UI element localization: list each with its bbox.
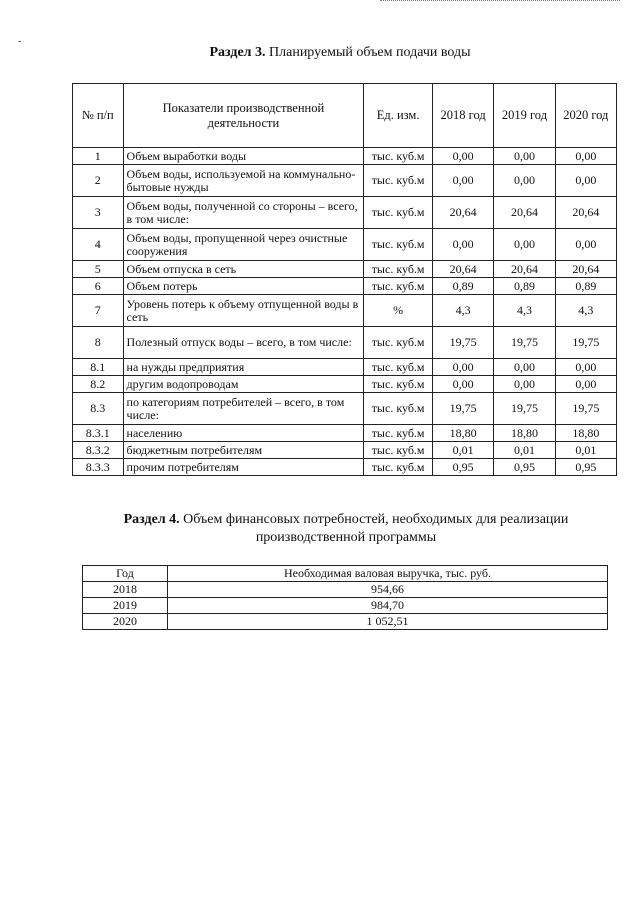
row-value-2018: 0,00: [432, 376, 493, 393]
row-number: 8.3.2: [73, 442, 124, 459]
table-header-row: [73, 84, 617, 148]
row-number: 8.3: [73, 393, 124, 425]
scan-artifact: [380, 0, 620, 4]
row-value-2019: 0,00: [494, 359, 555, 376]
row-value-2020: 20,64: [555, 261, 616, 278]
header-revenue: Необходимая валовая выручка, тыс. руб.: [168, 566, 608, 582]
row-value-2019: 19,75: [494, 393, 555, 425]
row-unit: тыс. куб.м: [364, 148, 433, 165]
row-value-2018: 0,00: [432, 229, 493, 261]
row-value-2019: 0,00: [494, 148, 555, 165]
row-indicator: Объем воды, пропущенной через очистные сооружения: [123, 229, 364, 261]
header-indicator: Показатели производственной деятельности: [123, 84, 364, 148]
row-value-2020: 18,80: [555, 425, 616, 442]
table-row: [73, 261, 617, 278]
row-indicator: Объем воды, используемой на коммунально-бытовые нужды: [123, 165, 364, 197]
row-unit: тыс. куб.м: [364, 165, 433, 197]
table-header-row: [83, 566, 608, 582]
row-value-2020: 0,00: [555, 359, 616, 376]
scan-mark: -: [18, 36, 22, 47]
table-row: [73, 393, 617, 425]
row-value-2018: 0,89: [432, 278, 493, 295]
table-row: [73, 148, 617, 165]
row-number: 5: [73, 261, 124, 278]
row-indicator: прочим потребителям: [123, 459, 364, 476]
row-value-2020: 0,00: [555, 229, 616, 261]
row-value-2018: 0,01: [432, 442, 493, 459]
row-value-2018: 0,00: [432, 148, 493, 165]
row-value-2018: 19,75: [432, 393, 493, 425]
table-row: [73, 376, 617, 393]
row-number: 2: [73, 165, 124, 197]
row-value-2020: 0,00: [555, 165, 616, 197]
row-value-2019: 0,00: [494, 376, 555, 393]
table-row: [73, 165, 617, 197]
row-indicator: Объем воды, полученной со стороны – всего, в том числе:: [123, 197, 364, 229]
row-value-2020: 0,01: [555, 442, 616, 459]
row-unit: тыс. куб.м: [364, 442, 433, 459]
section3-title-text: Планируемый объем подачи воды: [265, 45, 471, 60]
row-value-2018: 0,00: [432, 165, 493, 197]
row-number: 1: [73, 148, 124, 165]
row-revenue: 1 052,51: [168, 614, 608, 630]
row-number: 8.3.1: [73, 425, 124, 442]
row-revenue: 984,70: [168, 598, 608, 614]
row-indicator: Полезный отпуск воды – всего, в том числе:: [123, 327, 364, 359]
row-unit: %: [364, 295, 433, 327]
row-value-2019: 0,00: [494, 229, 555, 261]
table-row: [73, 278, 617, 295]
row-unit: тыс. куб.м: [364, 393, 433, 425]
table-row: [83, 614, 608, 630]
row-indicator: по категориям потребителей – всего, в том числе:: [123, 393, 364, 425]
row-unit: тыс. куб.м: [364, 459, 433, 476]
table-row: [73, 295, 617, 327]
table-row: [73, 197, 617, 229]
row-value-2020: 0,95: [555, 459, 616, 476]
header-year-2019: 2019 год: [494, 84, 555, 148]
row-indicator: бюджетным потребителям: [123, 442, 364, 459]
row-number: 7: [73, 295, 124, 327]
row-value-2019: 20,64: [494, 197, 555, 229]
header-year-2018: 2018 год: [432, 84, 493, 148]
table-row: [73, 442, 617, 459]
row-indicator: другим водопроводам: [123, 376, 364, 393]
row-value-2019: 0,01: [494, 442, 555, 459]
row-indicator: на нужды предприятия: [123, 359, 364, 376]
table-row: [73, 229, 617, 261]
row-value-2020: 19,75: [555, 327, 616, 359]
header-unit: Ед. изм.: [364, 84, 433, 148]
row-unit: тыс. куб.м: [364, 327, 433, 359]
section4-title-line2: производственной программы: [255, 530, 437, 545]
row-value-2018: 0,00: [432, 359, 493, 376]
row-value-2018: 19,75: [432, 327, 493, 359]
row-value-2018: 20,64: [432, 261, 493, 278]
section4-title-bold: Раздел 4.: [123, 512, 180, 527]
water-supply-table: [72, 83, 617, 476]
row-unit: тыс. куб.м: [364, 425, 433, 442]
row-number: 8.3.3: [73, 459, 124, 476]
row-value-2018: 0,95: [432, 459, 493, 476]
table-row: [83, 582, 608, 598]
header-num: № п/п: [73, 84, 124, 148]
row-indicator: Объем отпуска в сеть: [123, 261, 364, 278]
row-number: 6: [73, 278, 124, 295]
row-number: 4: [73, 229, 124, 261]
row-unit: тыс. куб.м: [364, 197, 433, 229]
section3-title: [130, 44, 550, 62]
water-supply-table-body: [73, 148, 617, 476]
row-year: 2019: [83, 598, 168, 614]
table-row: [73, 359, 617, 376]
table-row: [83, 598, 608, 614]
row-number: 8.2: [73, 376, 124, 393]
row-value-2020: 19,75: [555, 393, 616, 425]
row-unit: тыс. куб.м: [364, 359, 433, 376]
row-indicator: Объем выработки воды: [123, 148, 364, 165]
row-unit: тыс. куб.м: [364, 376, 433, 393]
row-year: 2018: [83, 582, 168, 598]
row-value-2019: 4,3: [494, 295, 555, 327]
financial-needs-table: [82, 565, 608, 630]
row-value-2020: 0,89: [555, 278, 616, 295]
row-indicator: Объем потерь: [123, 278, 364, 295]
row-year: 2020: [83, 614, 168, 630]
row-unit: тыс. куб.м: [364, 261, 433, 278]
row-value-2019: 19,75: [494, 327, 555, 359]
row-number: 8.1: [73, 359, 124, 376]
row-value-2019: 0,00: [494, 165, 555, 197]
financial-needs-table-body: [83, 582, 608, 630]
table-row: [73, 459, 617, 476]
row-value-2019: 20,64: [494, 261, 555, 278]
row-value-2019: 0,89: [494, 278, 555, 295]
row-revenue: 954,66: [168, 582, 608, 598]
row-value-2020: 20,64: [555, 197, 616, 229]
row-unit: тыс. куб.м: [364, 278, 433, 295]
row-value-2020: 0,00: [555, 148, 616, 165]
header-year-2020: 2020 год: [555, 84, 616, 148]
row-value-2020: 0,00: [555, 376, 616, 393]
row-unit: тыс. куб.м: [364, 229, 433, 261]
section4-title-text: Объем финансовых потребностей, необходимых для реализации: [179, 512, 569, 527]
row-number: 3: [73, 197, 124, 229]
table-row: [73, 327, 617, 359]
table-row: [73, 425, 617, 442]
row-value-2018: 18,80: [432, 425, 493, 442]
row-value-2018: 20,64: [432, 197, 493, 229]
section3-title-bold: Раздел 3.: [209, 45, 266, 60]
row-value-2020: 4,3: [555, 295, 616, 327]
row-value-2019: 0,95: [494, 459, 555, 476]
row-number: 8: [73, 327, 124, 359]
row-indicator: Уровень потерь к объему отпущенной воды в сеть: [123, 295, 364, 327]
row-value-2019: 18,80: [494, 425, 555, 442]
section4-title: [80, 511, 612, 547]
header-year: Год: [83, 566, 168, 582]
row-indicator: населению: [123, 425, 364, 442]
row-value-2018: 4,3: [432, 295, 493, 327]
